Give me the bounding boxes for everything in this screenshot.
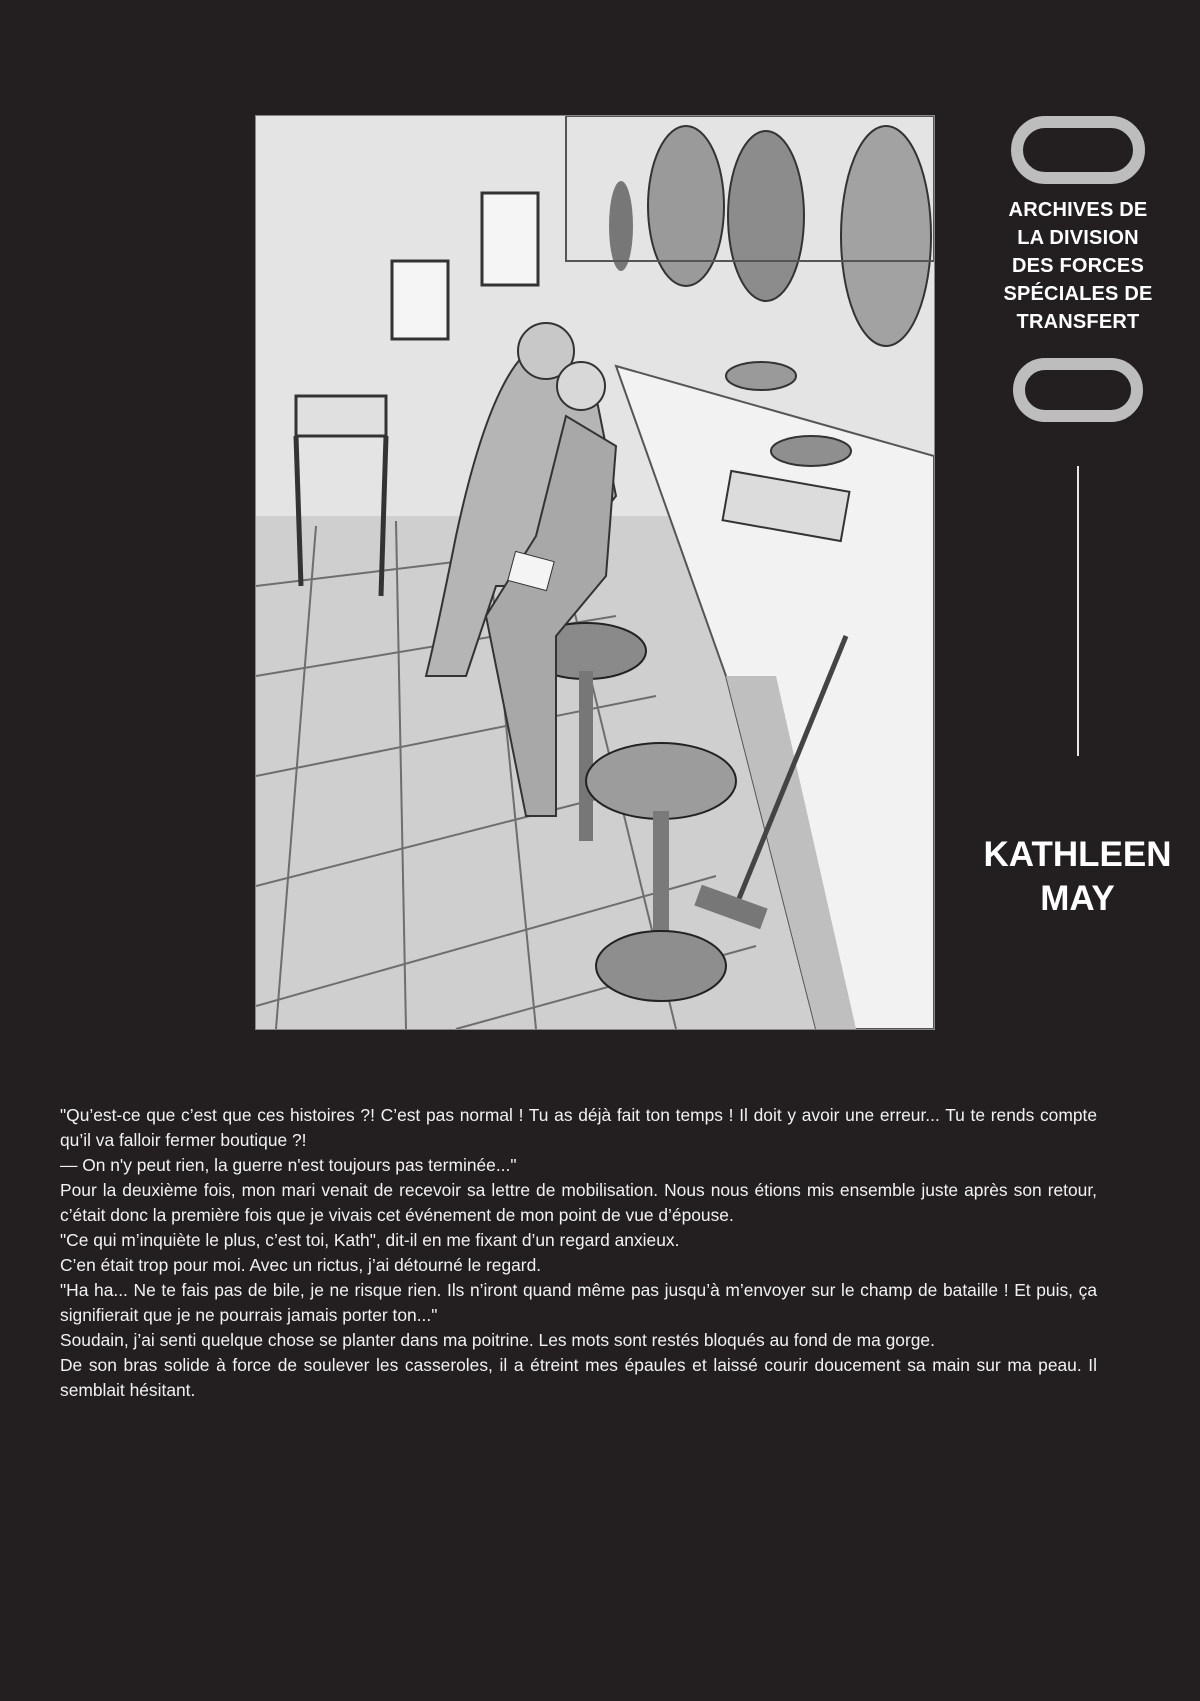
story-paragraph: — On n'y peut rien, la guerre n'est toujours pas terminée..." <box>60 1155 517 1175</box>
character-name <box>975 833 1180 921</box>
archives-title-line: ARCHIVES DE <box>1008 199 1148 221</box>
character-name-line: KATHLEEN <box>983 835 1172 874</box>
story-paragraph: De son bras solide à force de soulever les casseroles, il a étreint mes épaules et laissé courir doucement sa main sur ma peau. Il semblait hésitant. <box>60 1355 1097 1400</box>
story-paragraph: "Ce qui m’inquiète le plus, c’est toi, Kath", dit-il en me fixant d’un regard anxieux. <box>60 1230 680 1250</box>
story-paragraph: "Qu’est-ce que c’est que ces histoires ?! C’est pas normal ! Tu as déjà fait ton temps ! Il doit y avoir une erreur... Tu te rends compte qu’il va falloir fermer boutique ?! <box>60 1105 1097 1150</box>
archives-title-line: DES FORCES <box>1011 255 1145 277</box>
vertical-divider <box>1077 466 1079 756</box>
archives-title-line: TRANSFERT <box>1016 311 1140 333</box>
archives-title-line: SPÉCIALES DE <box>1003 283 1153 305</box>
story-text <box>60 1103 1097 1403</box>
archives-title <box>1000 196 1156 336</box>
story-paragraph: Soudain, j’ai senti quelque chose se planter dans ma poitrine. Les mots sont restés bloqués au fond de ma gorge. <box>60 1330 935 1350</box>
archives-title-line: LA DIVISION <box>1017 227 1139 249</box>
chapter-number-digit-top <box>1011 116 1145 184</box>
story-paragraph: Pour la deuxième fois, mon mari venait de recevoir sa lettre de mobilisation. Nous nous étions mis ensemble juste après son retour, c’était donc la première fois que je vivais cet événement de mon point de vue d’épouse. <box>60 1180 1097 1225</box>
character-name-line: MAY <box>1040 879 1115 918</box>
chapter-number-digit-bottom <box>1013 358 1143 422</box>
story-paragraph: "Ha ha... Ne te fais pas de bile, je ne risque rien. Ils n’iront quand même pas jusqu’à m’envoyer sur le champ de bataille ! Et puis, ça signifierait que je ne pourrais jamais porter ton..." <box>60 1280 1097 1325</box>
manga-illustration <box>255 115 935 1030</box>
story-paragraph: C’en était trop pour moi. Avec un rictus, j’ai détourné le regard. <box>60 1255 542 1275</box>
